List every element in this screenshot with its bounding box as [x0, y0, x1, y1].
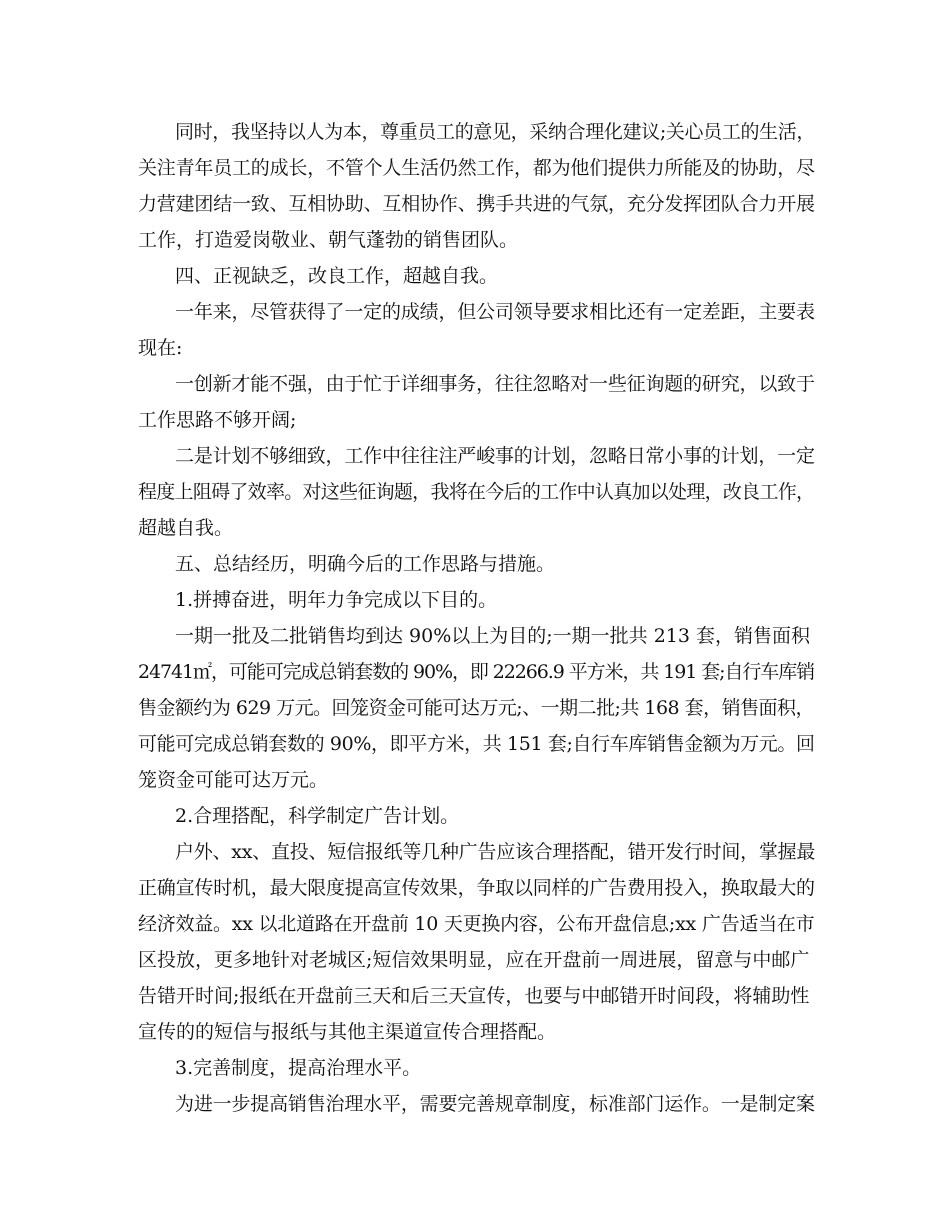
text-line: 同时，我坚持以人为本，尊重员工的意见，采纳合理化建议;关心员工的生活， [175, 121, 816, 143]
subsection-heading: 2.合理搭配，科学制定广告计划。 [175, 805, 460, 827]
section-heading: 五、总结经历，明确今后的工作思路与措施。 [175, 553, 556, 575]
subsection-heading: 3.完善制度，提高治理水平。 [175, 1057, 422, 1079]
text-line: 笼资金可能可达万元。 [138, 769, 329, 791]
text-line: 工作，打造爱岗敬业、朝气蓬勃的销售团队。 [138, 229, 519, 251]
text-line: 现在: [138, 337, 183, 359]
text-line: 告错开时间;报纸在开盘前三天和后三天宣传，也要与中邮错开时间段，将辅助性 [138, 985, 810, 1007]
text-line: 关注青年员工的成长，不管个人生活仍然工作，都为他们提供力所能及的协助，尽 [138, 157, 815, 179]
section-heading: 四、正视缺乏，改良工作，超越自我。 [175, 265, 499, 287]
text-line: 可能可完成总销套数的 90%，即平方米，共 151 套;自行车库销售金额为万元。回 [138, 733, 815, 755]
text-line: 24741㎡，可能可完成总销套数的 90%，即 22266.9 平方米，共 191 套;自行车库销 [138, 661, 815, 683]
text-line: 售金额约为 629 万元。回笼资金可能可达万元;、一期二批;共 168 套，销售面积， [138, 697, 814, 719]
text-line: 程度上阻碍了效率。对这些征询题，我将在今后的工作中认真加以处理，改良工作， [138, 481, 815, 503]
text-line: 一期一批及二批销售均到达 90%以上为目的;一期一批共 213 套，销售面积 [175, 625, 811, 647]
text-line: 经济效益。xx 以北道路在开盘前 10 天更换内容，公布开盘信息;xx 广告适当在市 [138, 913, 815, 935]
text-line: 工作思路不够开阔; [138, 409, 297, 431]
text-line: 一年来，尽管获得了一定的成绩，但公司领导要求相比还有一定差距，主要表 [175, 301, 815, 323]
text-line: 力营建团结一致、互相协助、互相协作、携手共进的气氛，充分发挥团队合力开展 [138, 193, 815, 215]
text-line: 正确宣传时机，最大限度提高宣传效果，争取以同样的广告费用投入，换取最大的 [138, 877, 815, 899]
text-line: 二是计划不够细致，工作中往往注严峻事的计划，忽略日常小事的计划，一定 [175, 445, 815, 467]
text-line: 一创新才能不强，由于忙于详细事务，往往忽略对一些征询题的研究，以致于 [175, 373, 815, 395]
subsection-heading: 1.拼搏奋进，明年力争完成以下目的。 [175, 589, 498, 611]
text-line: 为进一步提高销售治理水平，需要完善规章制度，标准部门运作。一是制定案 [175, 1093, 815, 1115]
text-line: 区投放，更多地针对老城区;短信效果明显，应在开盘前一周进展，留意与中邮广 [138, 949, 810, 971]
text-line: 超越自我。 [138, 517, 234, 539]
text-line: 户外、xx、直投、短信报纸等几种广告应该合理搭配，错开发行时间，掌握最 [175, 841, 816, 863]
text-line: 宣传的的短信与报纸与其他主渠道宣传合理搭配。 [138, 1021, 557, 1043]
